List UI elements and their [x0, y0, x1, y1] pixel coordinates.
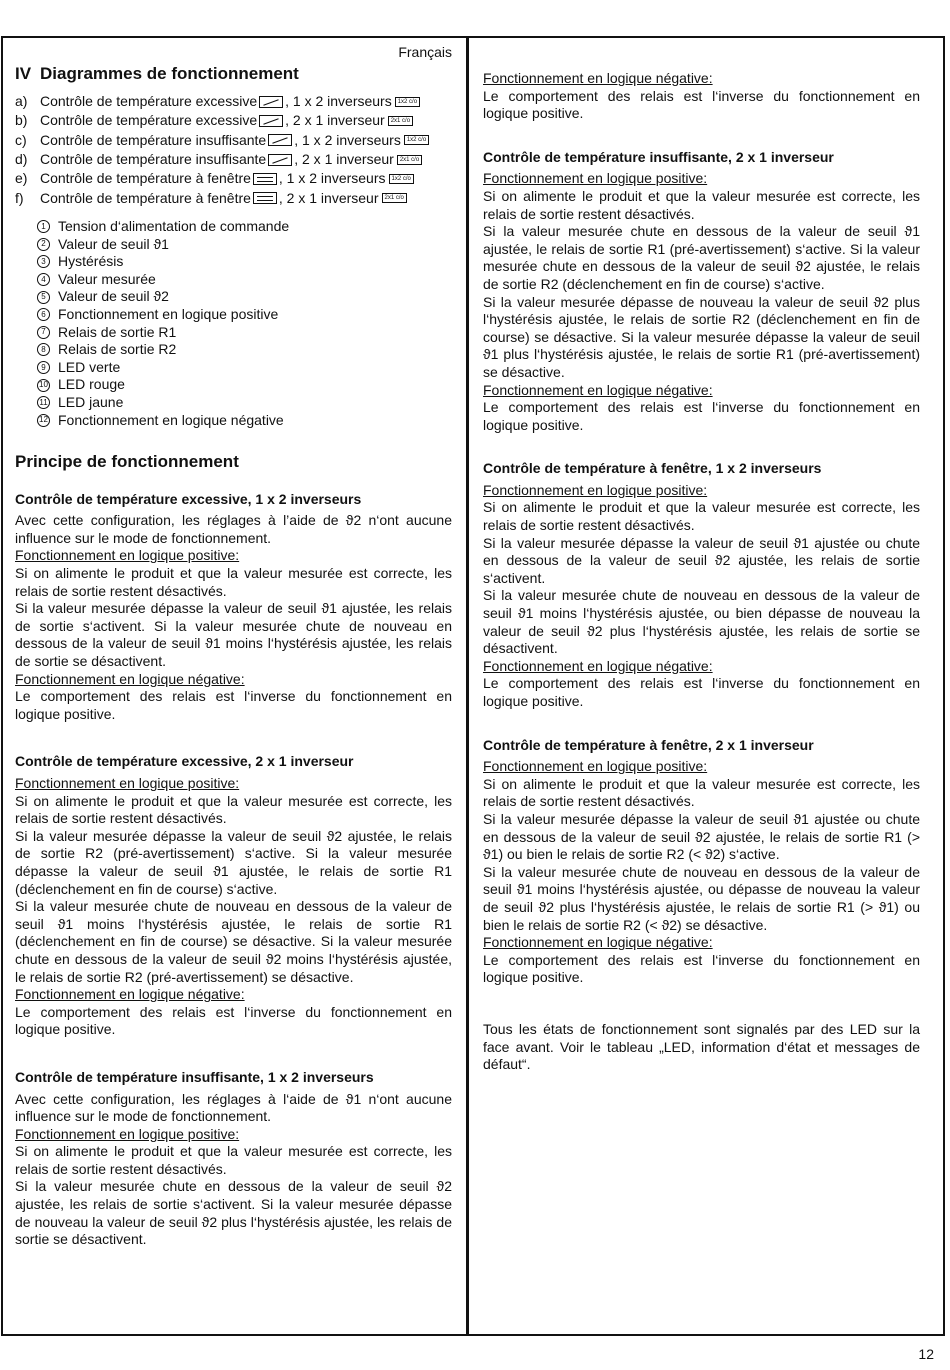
- diagram-text: Contrôle de température excessive: [40, 93, 258, 110]
- diagram-item: [15, 169, 452, 188]
- diagram-letter: d): [15, 150, 28, 167]
- function-block: [483, 149, 920, 435]
- pos-logic-text: Si on alimente le produit et que la valeur mesurée est correcte, les relais de sortie restent désactivés.: [483, 499, 920, 534]
- diagram-config: , 1 x 2 inverseurs: [294, 131, 401, 148]
- legend-number: 12: [37, 414, 50, 427]
- pos-logic-text: Si on alimente le produit et que la valeur mesurée est correcte, les relais de sortie restent désactivés.: [483, 187, 920, 222]
- column-divider: [466, 36, 469, 1336]
- pos-logic-text: Si on alimente le produit et que la valeur mesurée est correcte, les relais de sortie restent désactivés.: [15, 792, 452, 827]
- final-note-block: [483, 1021, 920, 1074]
- pos-logic-text: Si on alimente le produit et que la valeur mesurée est correcte, les relais de sortie restent désactivés.: [15, 565, 452, 599]
- neg-logic-text: Le comportement des relais est l‘inverse du fonctionnement en logique positive.: [483, 399, 920, 433]
- over-temp-icon: [259, 96, 283, 108]
- section-iv-title: [15, 65, 452, 83]
- neg-logic-label: Fonctionnement en logique négative:: [483, 934, 713, 951]
- pos-logic-label: Fonctionnement en logique positive:: [15, 1125, 240, 1142]
- diagram-config: , 2 x 1 inverseur: [278, 189, 379, 206]
- language-label: Français: [398, 44, 452, 60]
- right-blocks: [483, 149, 920, 987]
- contact-tag: 1x2 c/o: [389, 174, 414, 184]
- function-block: [483, 460, 920, 710]
- neg-logic-text: Le comportement des relais est l‘inverse du fonctionnement en logique positive.: [483, 675, 920, 709]
- legend-number: 2: [37, 238, 50, 251]
- function-block: [15, 1069, 452, 1249]
- pos-logic-text: Si on alimente le produit et que la valeur mesurée est correcte, les relais de sortie restent désactivés.: [15, 1143, 452, 1177]
- neg-logic-label: Fonctionnement en logique négative:: [483, 381, 713, 398]
- pos-logic-text: Si on alimente le produit et que la valeur mesurée est correcte, les relais de sortie restent désactivés.: [483, 775, 920, 810]
- function-block: [15, 753, 452, 1039]
- block-intro: Avec cette configuration, les réglages à l‘aide de ϑ1 n‘ont aucune influence sur le mode de fonctionnement.: [15, 1090, 452, 1125]
- pos-logic-label: Fonctionnement en logique positive:: [15, 775, 240, 791]
- under-temp-icon: [268, 154, 292, 166]
- legend-text: Relais de sortie R2: [58, 341, 177, 358]
- diagram-item: [15, 111, 452, 130]
- pos-logic-text: Si la valeur mesurée dépasse de nouveau la valeur de seuil ϑ2 plus l‘hystérésis ajustée, le relais de sortie R2 (déclenchement en fin de course) se désactive. Si la valeur mesurée dépasse la valeur de seuil ϑ1 plus l‘hystérésis ajustée, le relais de sortie R1 (pré-avertissement) se désactive.: [483, 293, 920, 380]
- contact-tag: 2x1 c/o: [388, 116, 413, 126]
- legend-item: [37, 412, 452, 430]
- function-block: [483, 737, 920, 987]
- legend-text: Hystérésis: [58, 253, 124, 270]
- diagram-letter: e): [15, 170, 28, 187]
- neg-logic-text: Le comportement des relais est l‘inverse du fonctionnement en logique positive.: [483, 951, 920, 986]
- diagram-letter: c): [15, 131, 27, 148]
- pos-logic-label: Fonctionnement en logique positive:: [483, 170, 708, 187]
- contact-tag: 2x1 c/o: [382, 193, 407, 203]
- neg-logic-text: Le comportement des relais est l‘inverse du fonctionnement en logique positive.: [483, 87, 920, 122]
- legend-item: [37, 253, 452, 271]
- legend-text: Fonctionnement en logique positive: [58, 305, 279, 322]
- section-title-text: Diagrammes de fonctionnement: [40, 63, 299, 83]
- contact-tag: 1x2 c/o: [404, 135, 429, 145]
- neg-logic-text: Le comportement des relais est l‘inverse du fonctionnement en logique positive.: [15, 1003, 452, 1038]
- legend-number: 6: [37, 308, 50, 321]
- block-heading: Contrôle de température insuffisante, 1 x 2 inverseurs: [15, 1068, 374, 1085]
- legend-item: [37, 341, 452, 359]
- legend-item: [37, 288, 452, 306]
- diagram-text: Contrôle de température à fenêtre: [40, 170, 251, 187]
- legend-text: LED jaune: [58, 393, 124, 410]
- neg-logic-text: Le comportement des relais est l‘inverse du fonctionnement en logique positive.: [15, 688, 452, 722]
- legend-item: [37, 236, 452, 254]
- contact-tag: 2x1 c/o: [397, 155, 422, 165]
- neg-logic-label: Fonctionnement en logique négative:: [15, 986, 245, 1003]
- pos-logic-text: Si la valeur mesurée chute en dessous de la valeur de seuil ϑ2 ajustée, les relais de sortie s‘activent. Si la valeur mesurée dépasse de nouveau la valeur de seuil ϑ2 plus l‘hystérésis ajustée, les relais de sortie se désactivent.: [15, 1178, 452, 1248]
- diagram-letter: b): [15, 112, 28, 129]
- pos-logic-label: Fonctionnement en logique positive:: [483, 758, 708, 775]
- window-temp-icon: [253, 173, 277, 185]
- legend-item: [37, 376, 452, 394]
- legend-number: 7: [37, 326, 50, 339]
- legend-item: [37, 306, 452, 324]
- under-temp-icon: [268, 134, 292, 146]
- legend-text: Valeur de seuil ϑ2: [58, 288, 169, 305]
- legend-text: Tension d‘alimentation de commande: [58, 217, 290, 234]
- legend-number: 9: [37, 361, 50, 374]
- diagram-text: Contrôle de température insuffisante: [40, 150, 267, 167]
- diagram-letter: f): [15, 189, 24, 206]
- legend-number: 8: [37, 343, 50, 356]
- diagram-list: [15, 92, 452, 208]
- diagram-item: [15, 189, 452, 208]
- contact-tag: 1x2 c/o: [395, 97, 420, 107]
- legend-text: Relais de sortie R1: [58, 323, 177, 340]
- legend-item: [37, 394, 452, 412]
- pos-logic-text: Si la valeur mesurée dépasse la valeur de seuil ϑ1 ajustée, les relais de sortie s‘activent. Si la valeur mesurée chute de nouveau en dessous de la valeur de seuil ϑ1 moins l‘hystérésis ajustée, les relais de sortie se désactivent.: [15, 600, 452, 670]
- diagram-item: [15, 150, 452, 169]
- pos-logic-text: Si la valeur mesurée dépasse la valeur de seuil ϑ2 ajustée, le relais de sortie R2 (pré-avertissement) s‘active. Si la valeur mesurée dépasse la valeur de seuil ϑ1 ajustée, le relais de sortie R1 (déclenchement en fin de course) s‘active.: [15, 827, 452, 897]
- diagram-config: , 2 x 1 inverseur: [285, 112, 385, 129]
- window-temp-icon: [253, 192, 277, 204]
- legend-item: [37, 359, 452, 377]
- principle-title: Principe de fonctionnement: [15, 452, 239, 472]
- legend-number: 3: [37, 255, 50, 268]
- pos-logic-text: Si la valeur mesurée chute de nouveau en dessous de la valeur de seuil ϑ1 moins l‘hystérésis ajustée, le relais de sortie R1 (déclenchement en fin de course) se désactive. Si la valeur mesurée chute en dessous de la valeur de seuil ϑ2 moins l‘hystérésis ajustée, le relais de sortie R2 (pré-avertissement) se désactive.: [15, 898, 452, 985]
- block-heading: Contrôle de température insuffisante, 2 x 1 inverseur: [483, 148, 834, 165]
- neg-logic-label: Fonctionnement en logique négative:: [15, 670, 245, 687]
- legend-number: 10: [37, 379, 50, 392]
- legend-text: LED rouge: [58, 376, 125, 393]
- pos-logic-label: Fonctionnement en logique positive:: [15, 547, 240, 564]
- diagram-letter: a): [15, 93, 28, 110]
- block-intro: Avec cette configuration, les réglages à l’aide de ϑ2 n‘ont aucune influence sur le mode de fonctionnement.: [15, 512, 452, 546]
- page-number: 12: [918, 1346, 934, 1362]
- legend-text: LED verte: [58, 358, 121, 375]
- right-top-block: [483, 70, 920, 123]
- neg-logic-label: Fonctionnement en logique négative:: [483, 70, 713, 86]
- left-column: [15, 44, 452, 1249]
- over-temp-icon: [259, 115, 283, 127]
- diagram-config: , 1 x 2 inverseurs: [285, 93, 392, 110]
- function-block: [15, 491, 452, 724]
- block-heading: Contrôle de température excessive, 2 x 1 inverseur: [15, 753, 354, 770]
- block-heading: Contrôle de température à fenêtre, 2 x 1 inverseur: [483, 736, 814, 753]
- block-heading: Contrôle de température excessive, 1 x 2 inverseurs: [15, 490, 362, 507]
- pos-logic-text: Si la valeur mesurée chute en dessous de la valeur de seuil ϑ1 ajustée, le relais de sortie R1 (pré-avertissement) s‘active. Si la valeur mesurée chute en dessous de la valeur de seuil ϑ2 ajustée, le relais de sortie R2 (déclenchement en fin de course) s‘active.: [483, 223, 920, 292]
- diagram-text: Contrôle de température à fenêtre: [40, 189, 251, 206]
- neg-logic-label: Fonctionnement en logique négative:: [483, 657, 713, 674]
- legend-item: [37, 324, 452, 342]
- legend-item: [37, 218, 452, 236]
- pos-logic-text: Si la valeur mesurée chute de nouveau en dessous de la valeur de seuil ϑ1 moins l‘hystérésis ajustée, ou dépasse de nouveau la valeur de seuil ϑ2 plus l‘hystérésis ajustée, le relais de sortie R1 (> ϑ1) ou bien le relais de sortie R2 (< ϑ2) se désactive.: [483, 863, 920, 933]
- diagram-text: Contrôle de température insuffisante: [40, 131, 267, 148]
- pos-logic-text: Si la valeur mesurée chute de nouveau en dessous de la valeur de seuil ϑ1 moins l‘hystérésis ajustée, ou bien dépasse de nouveau la valeur de seuil ϑ2 plus l‘hystérésis ajustée, les relais de sortie se désactivent.: [483, 587, 920, 657]
- pos-logic-text: Si la valeur mesurée dépasse la valeur de seuil ϑ1 ajustée ou chute en dessous de la valeur de seuil ϑ2 ajustée, les relais de sortie s‘activent.: [483, 534, 920, 586]
- legend-text: Valeur mesurée: [58, 270, 156, 287]
- legend-item: [37, 271, 452, 289]
- legend-number: 5: [37, 291, 50, 304]
- block-heading: Contrôle de température à fenêtre, 1 x 2 inverseurs: [483, 460, 822, 477]
- legend-number: 11: [37, 396, 50, 409]
- section-number: IV: [15, 63, 32, 83]
- diagram-item: [15, 92, 452, 111]
- legend-list: [37, 218, 452, 429]
- pos-logic-label: Fonctionnement en logique positive:: [483, 481, 708, 498]
- legend-text: Valeur de seuil ϑ1: [58, 235, 169, 252]
- left-blocks: [15, 491, 452, 1249]
- legend-number: 1: [37, 220, 50, 233]
- legend-text: Fonctionnement en logique négative: [58, 411, 284, 428]
- final-note: Tous les états de fonctionnement sont signalés par des LED sur la face avant. Voir le tableau „LED, information d‘état et messages de défaut“.: [483, 1020, 920, 1073]
- diagram-text: Contrôle de température excessive: [40, 112, 258, 129]
- legend-number: 4: [37, 273, 50, 286]
- right-column: [483, 44, 920, 1074]
- pos-logic-text: Si la valeur mesurée dépasse la valeur de seuil ϑ1 ajustée ou chute en dessous de la valeur de seuil ϑ2 ajustée, le relais de sortie R1 (> ϑ1) ou bien le relais de sortie R2 (< ϑ2) s‘active.: [483, 810, 920, 863]
- diagram-config: , 2 x 1 inverseur: [294, 150, 394, 167]
- diagram-item: [15, 131, 452, 150]
- diagram-config: , 1 x 2 inverseurs: [278, 170, 386, 187]
